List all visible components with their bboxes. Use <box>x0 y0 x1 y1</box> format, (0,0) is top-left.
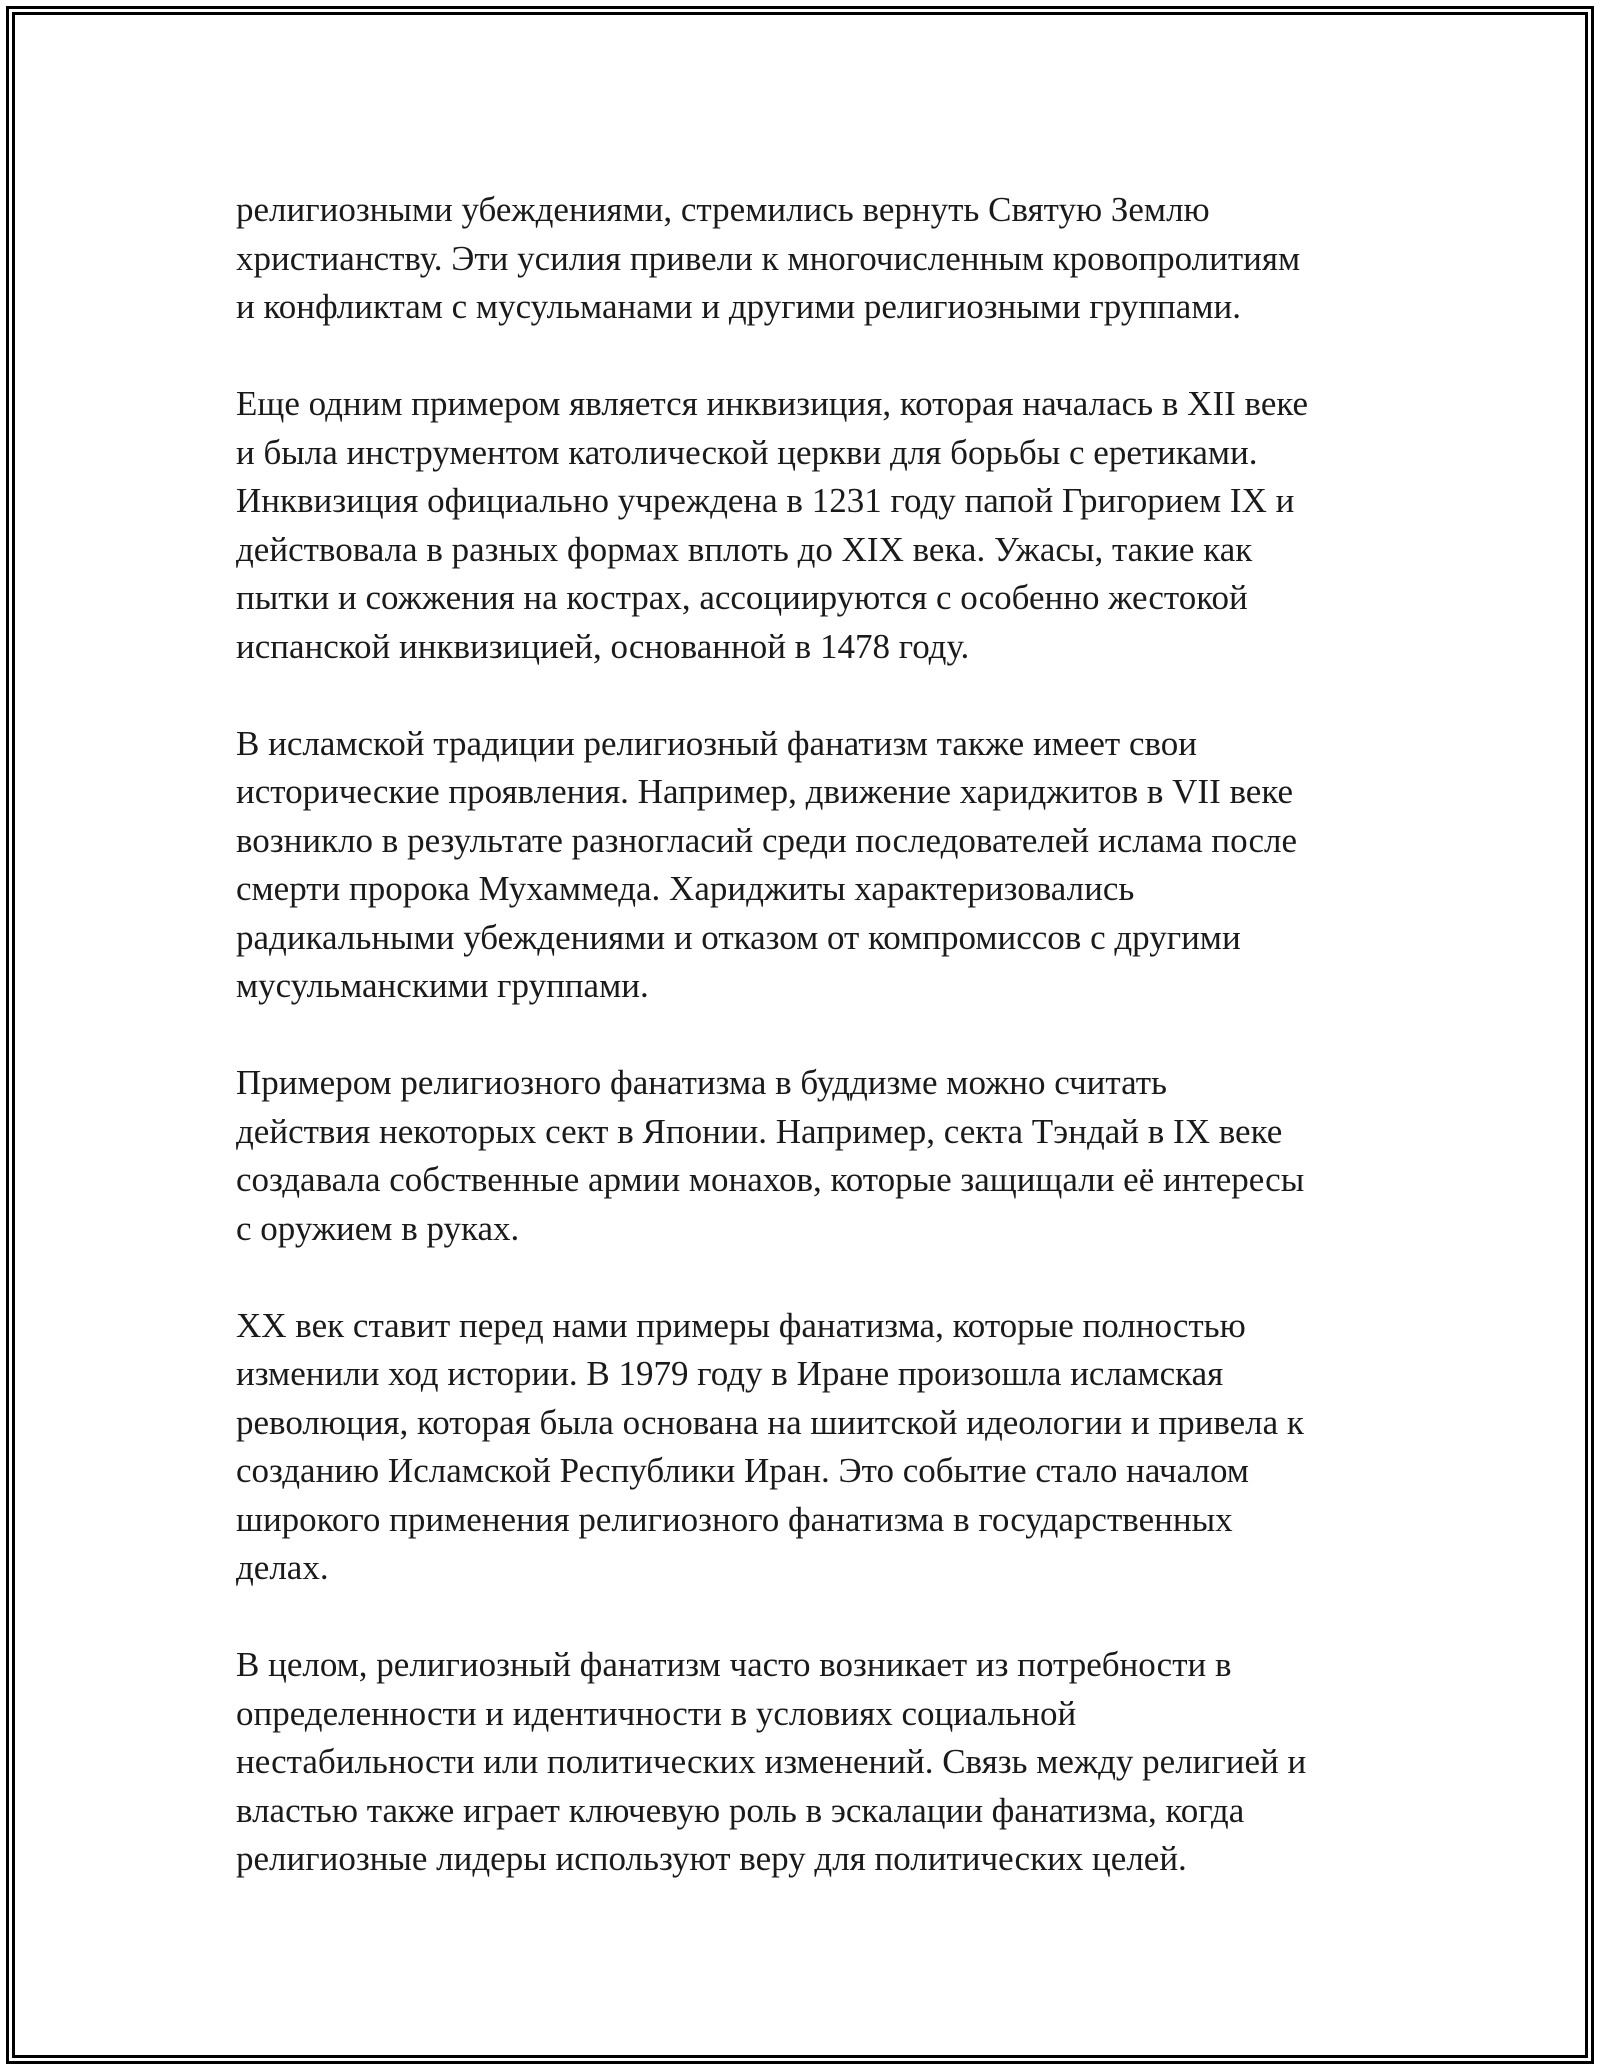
paragraph <box>236 720 1376 1011</box>
paragraph <box>236 380 1376 671</box>
text-line: революция, которая была основана на шиитской идеологии и привела к <box>236 1402 1304 1442</box>
text-line: действовала в разных формах вплоть до XIX века. Ужасы, такие как <box>236 529 1253 569</box>
text-line: религиозные лидеры используют веру для политических целей. <box>236 1839 1187 1878</box>
document-body <box>236 186 1376 1932</box>
text-line: христианству. Эти усилия привели к многочисленным кровопролитиям <box>236 238 1301 278</box>
text-line: широкого применения религиозного фанатизма в государственных <box>236 1499 1233 1539</box>
text-line: исторические проявления. Например, движение хариджитов в VII веке <box>236 772 1294 811</box>
text-line: действия некоторых сект в Японии. Например, секта Тэндай в IX веке <box>236 1111 1283 1151</box>
paragraph <box>236 1641 1376 1884</box>
text-line: смерти пророка Мухаммеда. Хариджиты характеризовались <box>236 869 1135 908</box>
text-line: Инквизиция официально учреждена в 1231 году папой Григорием IX и <box>236 481 1295 520</box>
text-line: радикальными убеждениями и отказом от компромиссов с другими <box>236 917 1241 957</box>
text-line: нестабильности или политических изменений. Связь между религией и <box>236 1742 1307 1781</box>
text-line: созданию Исламской Республики Иран. Это событие стало началом <box>236 1451 1249 1490</box>
text-line: Примером религиозного фанатизма в буддизме можно считать <box>236 1063 1168 1102</box>
text-line: и была инструментом католической церкви для борьбы с еретиками. <box>236 432 1258 472</box>
text-line: создавала собственные армии монахов, которые защищали её интересы <box>236 1160 1305 1199</box>
text-line: возникло в результате разногласий среди последователей ислама после <box>236 820 1298 860</box>
text-line: испанской инквизицией, основанной в 1478 году. <box>236 626 970 666</box>
text-line: с оружием в руках. <box>236 1208 520 1248</box>
text-line: пытки и сожжения на кострах, ассоциируются с особенно жестокой <box>236 578 1248 617</box>
text-line: В целом, религиозный фанатизм часто возникает из потребности в <box>236 1645 1232 1684</box>
paragraph <box>236 1059 1376 1253</box>
text-line: и конфликтам с мусульманами и другими религиозными группами. <box>236 287 1241 326</box>
paragraph <box>236 1302 1376 1593</box>
text-line: изменили ход истории. В 1979 году в Иране произошла исламская <box>236 1354 1224 1393</box>
text-line: Еще одним примером является инквизиция, которая началась в XII веке <box>236 384 1309 423</box>
text-line: делах. <box>236 1548 329 1587</box>
text-line: XX век ставит перед нами примеры фанатизма, которые полностью <box>236 1305 1246 1345</box>
text-line: определенности и идентичности в условиях социальной <box>236 1693 1077 1733</box>
text-line: религиозными убеждениями, стремились вернуть Святую Землю <box>236 190 1210 229</box>
text-line: властью также играет ключевую роль в эскалации фанатизма, когда <box>236 1790 1245 1830</box>
text-line: В исламской традиции религиозный фанатизм также имеет свои <box>236 723 1197 763</box>
text-line: мусульманскими группами. <box>236 966 649 1005</box>
paragraph <box>236 186 1376 332</box>
